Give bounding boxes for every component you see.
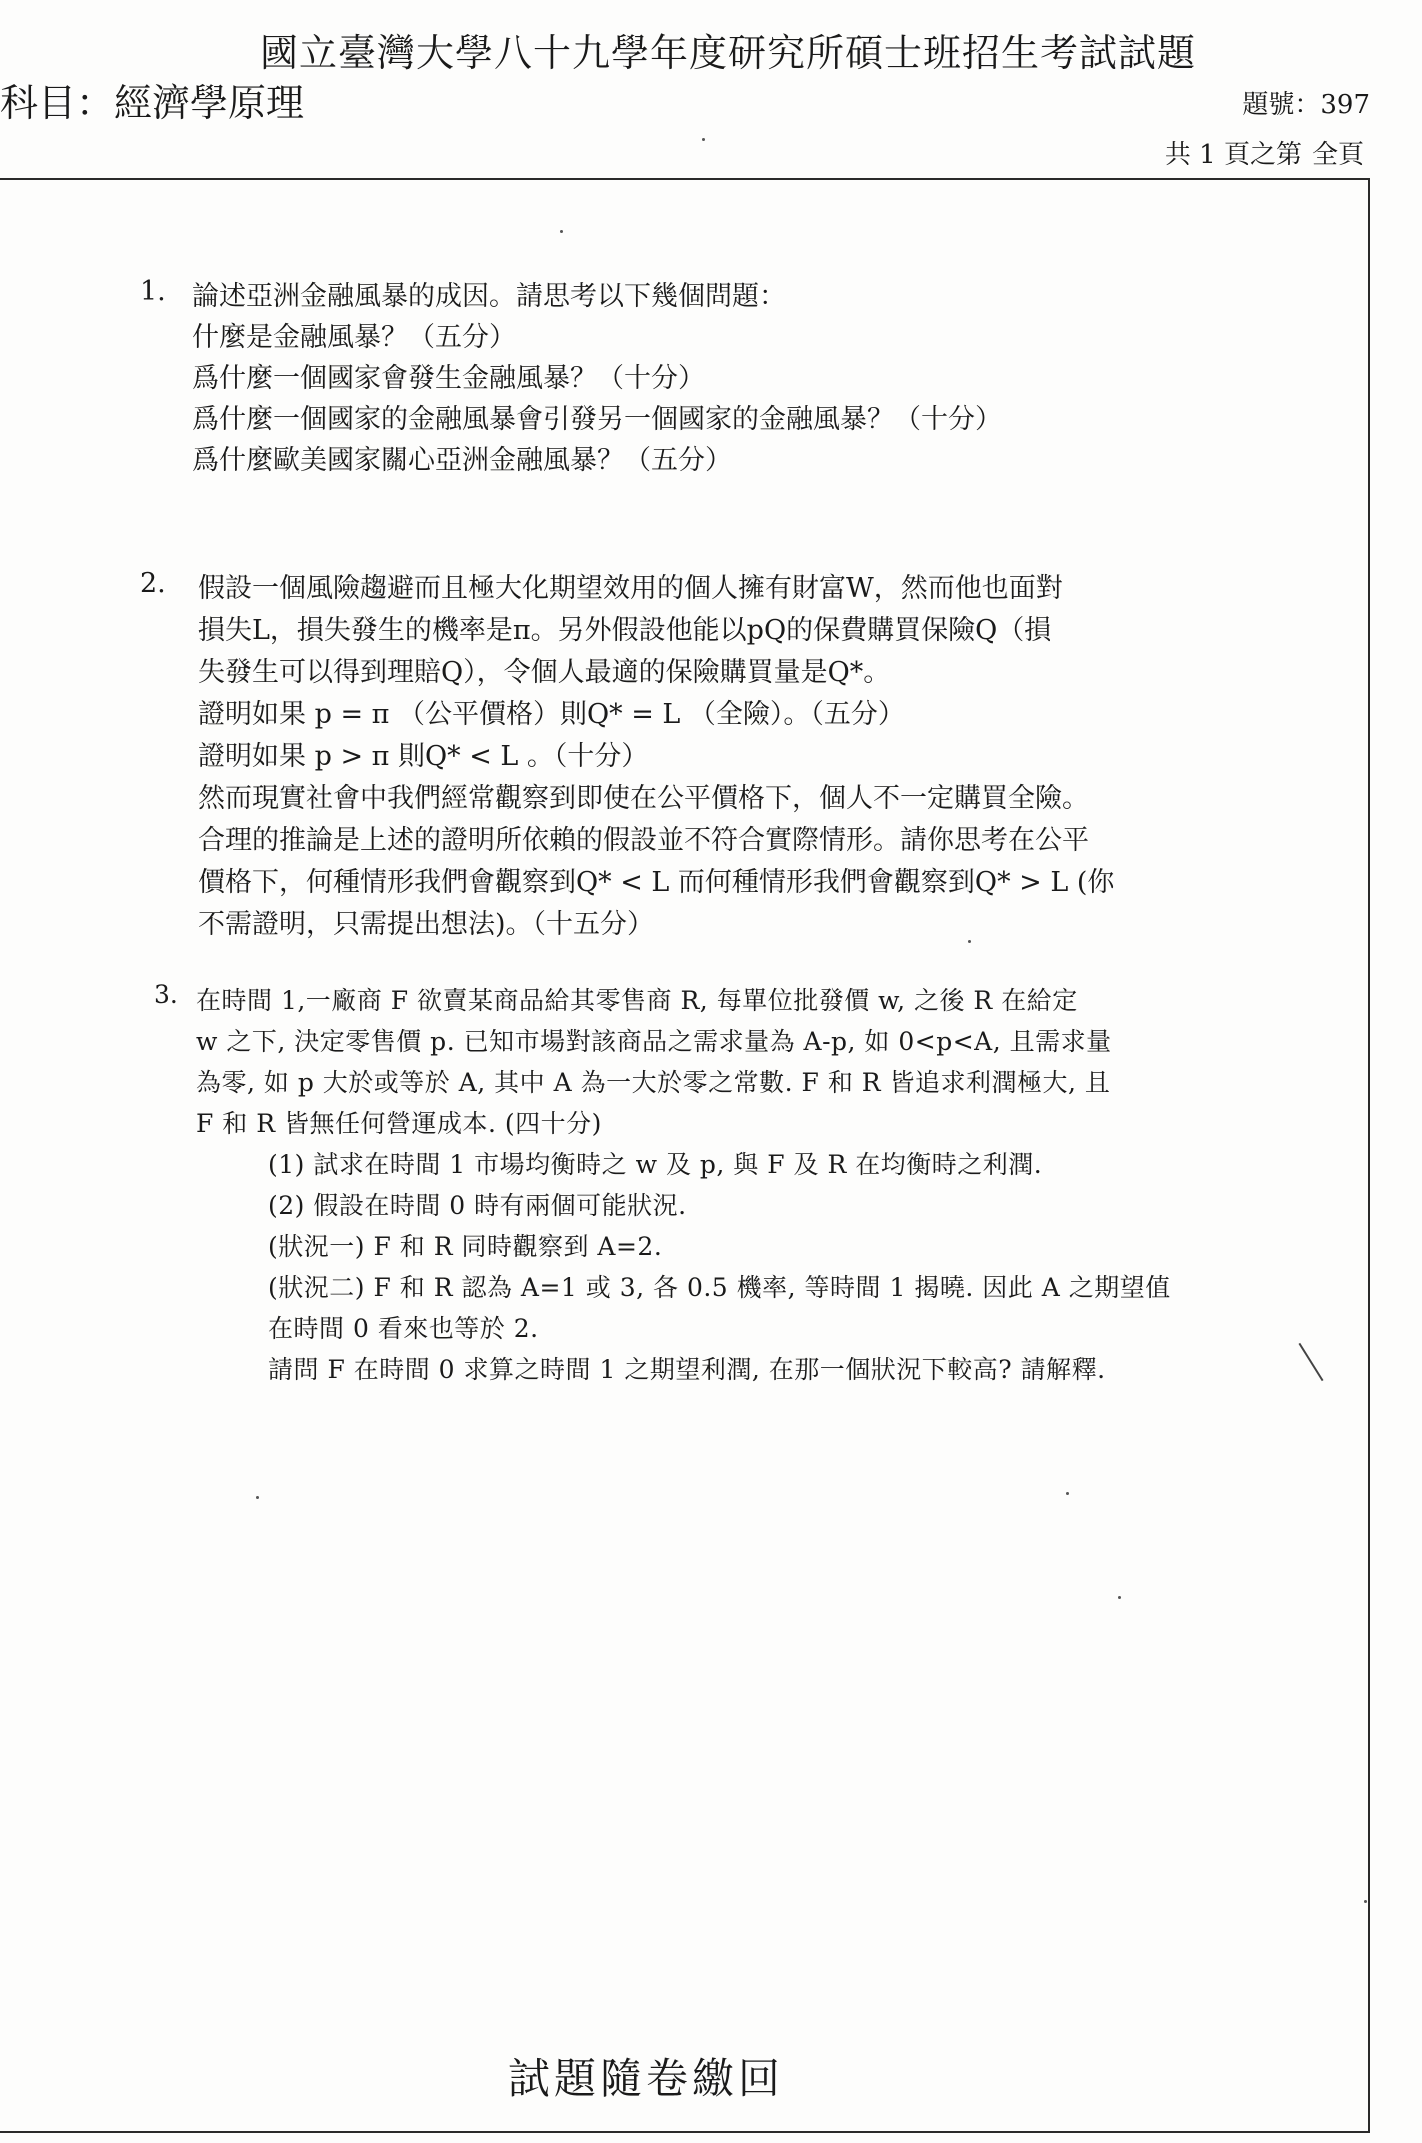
question-2-body: [198, 568, 1114, 946]
question-2-line: 證明如果 p > π 則Q* < L 。（十分）: [198, 741, 649, 772]
question-2-line: 證明如果 p = π （公平價格）則Q* = L （全險）。（五分）: [198, 699, 905, 730]
question-2-number: 2.: [140, 568, 166, 599]
scan-speck: [256, 1496, 259, 1499]
question-2-line: 然而現實社會中我們經常觀察到即使在公平價格下，個人不一定購買全險。: [198, 783, 1089, 814]
question-3-line: 為零, 如 p 大於或等於 A, 其中 A 為一大於零之常數. F 和 R 皆追求利潤極大, 且: [196, 1068, 1111, 1097]
page-info: [1155, 134, 1364, 171]
question-3-subline: (狀況二) F 和 R 認為 A=1 或 3, 各 0.5 機率, 等時間 1 揭曉. 因此 A 之期望值: [268, 1273, 1171, 1302]
question-3-subline: (2) 假設在時間 0 時有兩個可能狀況.: [268, 1191, 687, 1220]
scan-speck: [560, 230, 563, 233]
question-1-body: [192, 276, 1002, 481]
exam-title: 國立臺灣大學八十九學年度研究所碩士班招生考試試題: [260, 31, 1197, 75]
question-3-number: 3.: [154, 980, 178, 1009]
question-3-subline: (1) 試求在時間 1 市場均衡時之 w 及 p, 與 F 及 R 在均衡時之利潤.: [268, 1150, 1043, 1179]
question-1-number: 1.: [140, 276, 166, 307]
question-3-line: w 之下, 決定零售價 p. 已知市場對該商品之需求量為 A-p, 如 0<p<A, 且需求量: [196, 1027, 1112, 1056]
question-1-line: 爲什麼一個國家會發生金融風暴？（十分）: [192, 363, 705, 394]
scan-speck: [1118, 1596, 1121, 1599]
footer-note: 試題隨卷繳回: [508, 2054, 785, 2103]
question-1-line: 什麼是金融風暴？（五分）: [192, 322, 516, 353]
question-3-subline: 請問 F 在時間 0 求算之時間 1 之期望利潤, 在那一個狀況下較高? 請解釋.: [268, 1355, 1106, 1384]
question-3-line: F 和 R 皆無任何營運成本. (四十分): [196, 1109, 602, 1138]
question-2-line: 失發生可以得到理賠Q），令個人最適的保險購買量是Q*。: [198, 657, 891, 688]
page-info-suffix: 全頁: [1311, 140, 1364, 170]
question-1-line: 爲什麼一個國家的金融風暴會引發另一個國家的金融風暴？（十分）: [192, 404, 1002, 435]
question-1-line: 論述亞洲金融風暴的成因。請思考以下幾個問題：: [192, 281, 786, 312]
question-2-line: 價格下，何種情形我們會觀察到Q* < L 而何種情形我們會觀察到Q* > L (你: [198, 867, 1115, 898]
scan-speck: [1364, 1900, 1367, 1903]
subject-label: 科目：經濟學原理: [0, 81, 305, 125]
question-2-line: 損失L，損失發生的機率是π。另外假設他能以pQ的保費購買保險Q（損: [198, 615, 1052, 646]
question-3-subparts: [268, 1144, 1171, 1390]
question-2-line: 合理的推論是上述的證明所依賴的假設並不符合實際情形。請你思考在公平: [198, 825, 1089, 856]
page-info-prefix: 共 1 頁之第: [1164, 140, 1302, 170]
scan-speck: [1066, 1492, 1069, 1495]
question-number: 題號：397: [1242, 90, 1370, 120]
scan-speck: [702, 138, 705, 141]
question-3-subline: 在時間 0 看來也等於 2.: [268, 1314, 539, 1343]
question-1-line: 爲什麼歐美國家關心亞洲金融風暴？（五分）: [192, 445, 732, 476]
question-2-line: 假設一個風險趨避而且極大化期望效用的個人擁有財富W，然而他也面對: [198, 573, 1063, 604]
question-3-line: 在時間 1,一廠商 F 欲賣某商品給其零售商 R, 每單位批發價 w, 之後 R 在給定: [196, 986, 1078, 1015]
question-2-line: 不需證明，只需提出想法)。（十五分）: [198, 909, 655, 940]
question-3-subline: (狀況一) F 和 R 同時觀察到 A=2.: [268, 1232, 663, 1261]
scan-speck: [968, 940, 971, 943]
question-3-body: [196, 980, 1171, 1384]
